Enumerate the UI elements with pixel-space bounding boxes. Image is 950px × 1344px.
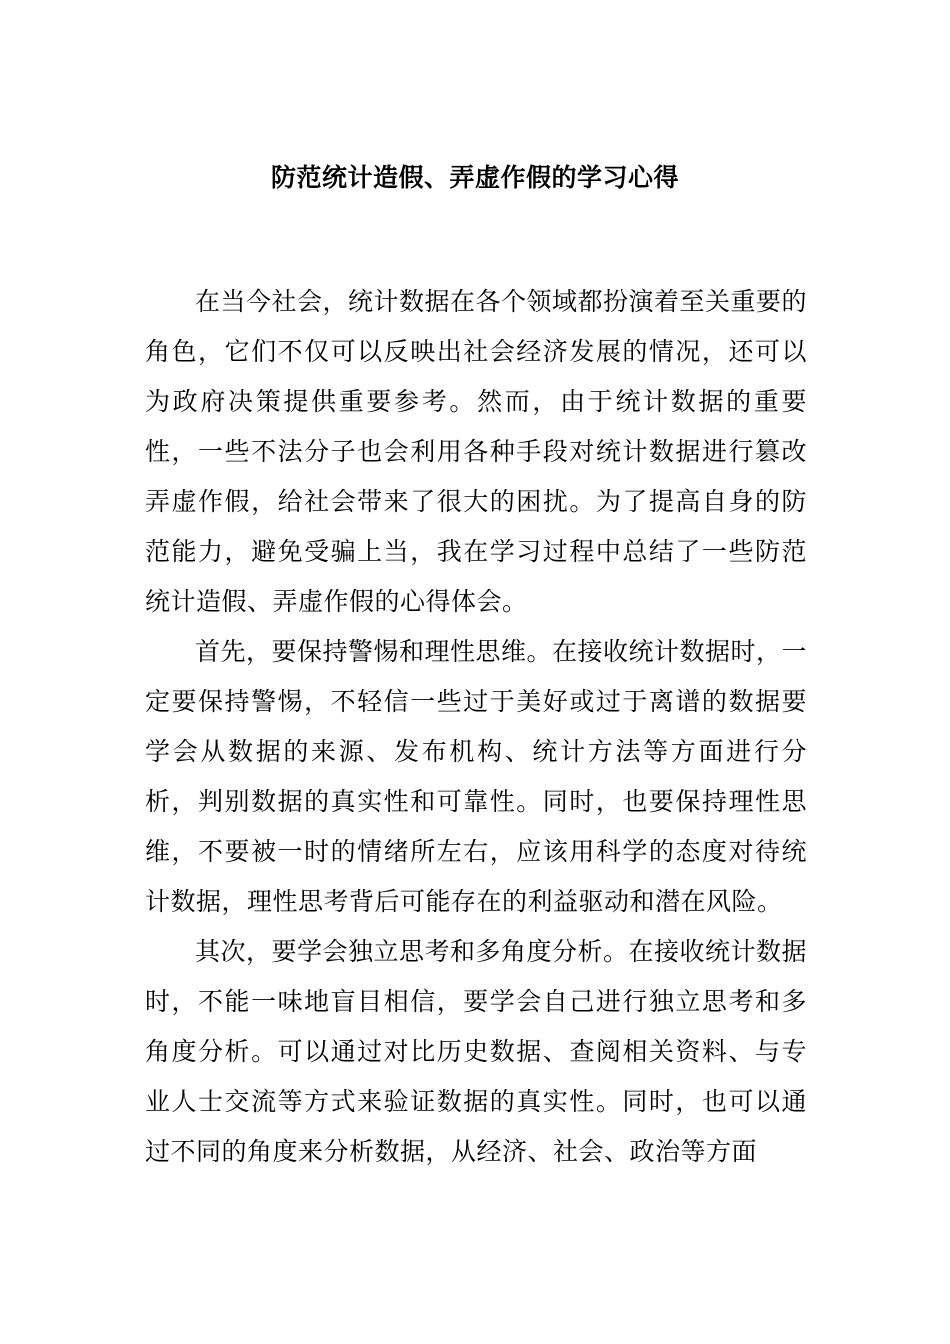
paragraph-intro: 在当今社会，统计数据在各个领域都扮演着至关重要的角色，它们不仅可以反映出社会经济发展的情况，还可以为政府决策提供重要参考。然而，由于统计数据的重要性，一些不法分子也会利用各种手段对统计数据进行篡改弄虚作假，给社会带来了很大的困扰。为了提高自身的防范能力，避免受骗上当，我在学习过程中总结了一些防范统计造假、弄虚作假的心得体会。: [145, 287, 808, 616]
paragraph-first-point: 首先，要保持警惕和理性思维。在接收统计数据时，一定要保持警惕，不轻信一些过于美好或过于离谱的数据要学会从数据的来源、发布机构、统计方法等方面进行分析，判别数据的真实性和可靠性。同时，也要保持理性思维，不要被一时的情绪所左右，应该用科学的态度对待统计数据，理性思考背后可能存在的利益驱动和潜在风险。: [145, 637, 808, 916]
document-body: [145, 277, 807, 1177]
document-title: 防范统计造假、弄虚作假的学习心得: [270, 163, 679, 192]
paragraph-second-point: 其次，要学会独立思考和多角度分析。在接收统计数据时，不能一味地盲目相信，要学会自己进行独立思考和多角度分析。可以通过对比历史数据、查阅相关资料、与专业人士交流等方式来验证数据的真实性。同时，也可以通过不同的角度来分析数据，从经济、社会、政治等方面: [145, 937, 808, 1166]
